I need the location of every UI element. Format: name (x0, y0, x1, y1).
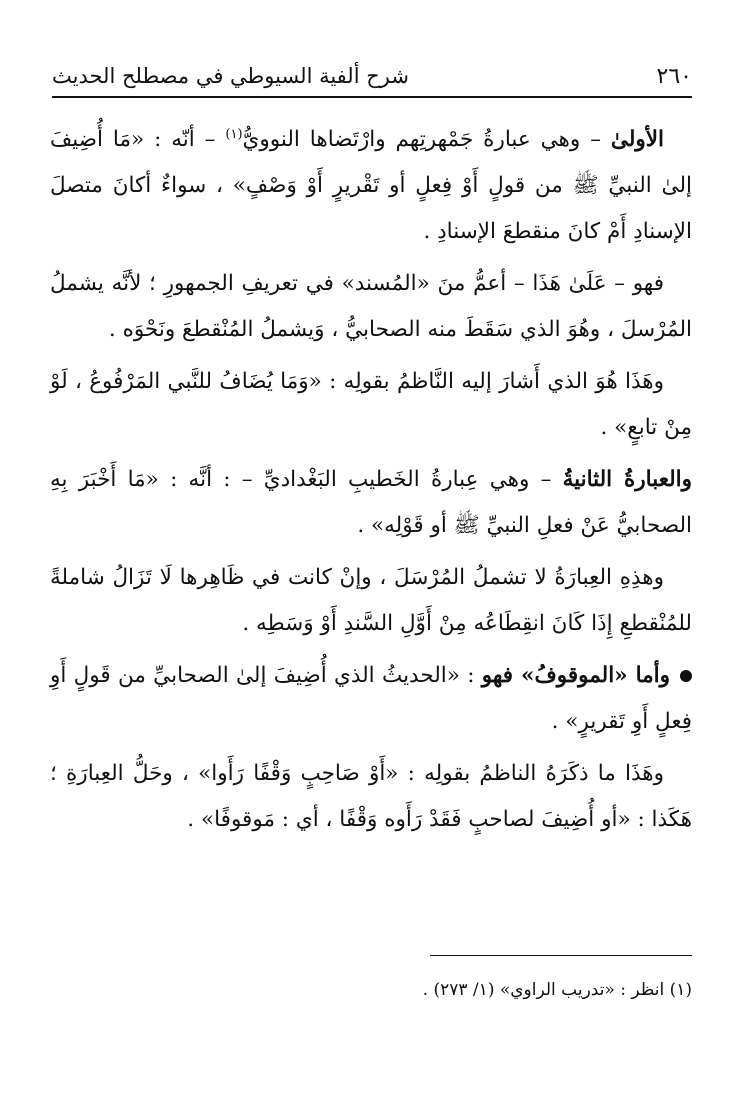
paragraph-6 (50, 653, 692, 745)
lead-term-second: والعبارةُ الثانيةُ (562, 467, 692, 493)
footnote-ref[interactable]: (١) (225, 127, 243, 142)
paragraph-6-text: : «الحديثُ الذي أُضِيفَ إلىٰ الصحابيِّ من قَولٍ أَوِ فِعلٍ أَوِ تَقريرٍ» . (50, 663, 692, 735)
footnote: (١) انظر : «تدريب الراوي» (١/ ٢٧٣) . (422, 980, 692, 1000)
lead-term-mawquf: وأما «الموقوفُ» فهو (481, 663, 670, 689)
bullet-icon (680, 670, 692, 682)
paragraph-4 (50, 457, 692, 549)
paragraph-3: وهَذَا هُوَ الذي أَشارَ إليه النَّاظمُ بقولِه : «وَمَا يُضَافُ للنَّبي المَرْفُوعُ ، لَوْ مِنْ تابعٍ» . (50, 369, 692, 441)
book-title: شرح ألفية السيوطي في مصطلح الحديث (52, 64, 409, 88)
page-header (52, 56, 692, 98)
lead-term-first: الأولىٰ (610, 127, 665, 153)
paragraph-1-text-a: – وهي عبارةُ جَمْهرتِهم وارْتَضاها النوويُّ (242, 127, 611, 153)
paragraph-1-text-b: – أنّه : «مَا أُضِيفَ إلىٰ النبيِّ ﷺ من قولٍ أَوْ فِعلٍ أو تَقْريرٍ أَوْ وَصْفٍ» ، سواءٌ أكانَ متصلَ الإسنادِ أَمْ كانَ منقطعَ الإسنادِ . (50, 127, 692, 245)
paragraph-4-text: – وهي عِبارةُ الخَطيبِ البَغْداديِّ – : أنَّه : «مَا أَخْبَرَ بِهِ الصحابيُّ عَنْ فعلِ النبيِّ ﷺ أو قَوْلِه» . (50, 467, 692, 539)
paragraph-2: فهو – عَلَىٰ هَذَا – أعمُّ منَ «المُسند» في تعريفِ الجمهورِ ؛ لأنَّه يشملُ المُرْسلَ ، وهُوَ الذي سَقَطَ منه الصحابيُّ ، وَيشملُ المُنْقطعَ ونَحْوَه . (50, 271, 692, 343)
footnote-divider (430, 955, 692, 956)
page-number: ٢٦٠ (656, 63, 692, 89)
main-text (50, 112, 692, 849)
paragraph-1 (50, 112, 692, 255)
paragraph-7: وهَذَا ما ذكَرَهُ الناظمُ بقولِه : «أَوْ صَاحِبٍ وَقْفًا رَأَوا» ، وحَلُّ العِبارَةِ ؛ هَكَذا : «أو أُضِيفَ لصاحبٍ فَقَدْ رَأَوه وَقْفًا ، أي : مَوقوفًا» . (50, 761, 692, 833)
paragraph-5: وهذِهِ العِبارَةُ لا تشملُ المُرْسَلَ ، وإنْ كانت في ظَاهِرها لَا تَزَالُ شاملةً للمُنْقطعِ إِذَا كَانَ انقِطَاعُه مِنْ أَوَّلِ السَّندِ أَوْ وَسَطِه . (50, 565, 692, 637)
